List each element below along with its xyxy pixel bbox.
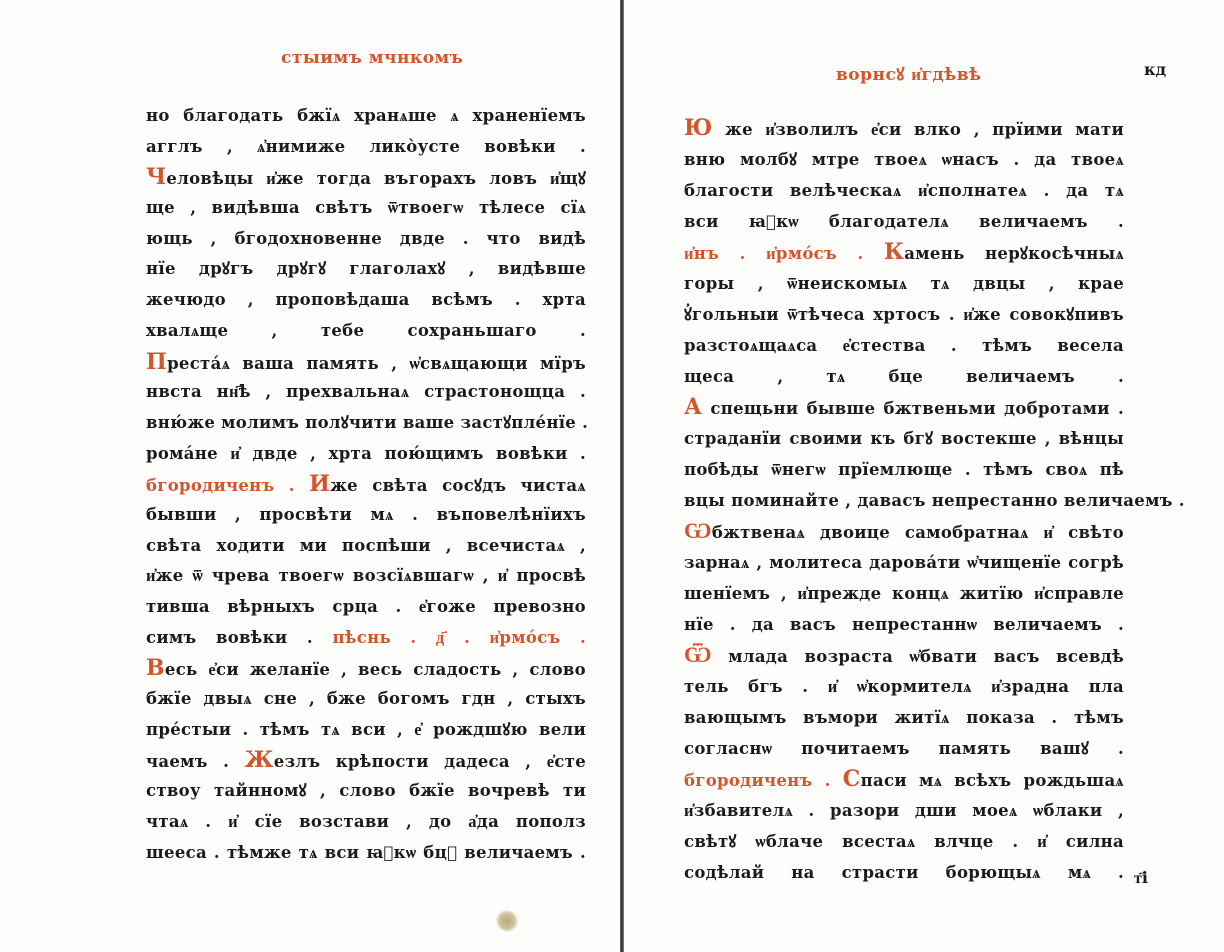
text-segment: ющь , бгодохновенне двде . что видѣ — [146, 228, 586, 248]
drop-initial: Ѡ — [684, 518, 712, 544]
page-stain — [496, 910, 518, 932]
text-line — [684, 826, 1124, 857]
text-segment: пре́стыи . тѣмъ тѧ вси , е҆ рождшꙋю вели — [146, 719, 586, 739]
text-segment: жечюдо , проповѣдаша всѣмъ . хрта — [146, 290, 586, 310]
text-line — [146, 377, 586, 408]
text-line — [146, 316, 586, 347]
text-segment: бжтвенаѧ двоице самобратнаѧ и҆ свѣто — [711, 523, 1124, 542]
text-line — [146, 653, 586, 684]
text-segment: и҆же ѿ чрева твоегѡ возсїѧвшагѡ , и҆ просвѣ — [146, 566, 586, 586]
text-line — [684, 237, 1124, 268]
text-segment: щеса , тѧ бце величаемъ . — [684, 367, 1124, 386]
text-segment: свѣтꙋ ѡблаче всестаѧ влчце . и҆ силна — [684, 832, 1124, 851]
text-segment: вси ꙗ҆кѡ благодателѧ величаемъ . — [684, 212, 1124, 231]
text-segment: ствоу тайнномꙋ , слово бжїе вочревѣ ти — [146, 781, 586, 801]
text-line — [684, 454, 1124, 485]
text-segment: тель бгъ . и҆ ѡ҆кормителѧ и҆зрадна пла — [684, 677, 1124, 696]
text-segment: свѣта ходити ми поспѣши , всечистаѧ , — [146, 535, 586, 555]
text-line — [684, 392, 1124, 423]
text-segment: ꙋ҆гольныи ѿтѣчеса хртосъ . и҆же совокꙋпивъ — [684, 305, 1124, 324]
text-line — [684, 764, 1124, 795]
text-line — [684, 733, 1124, 764]
text-segment: страданїи своими къ бгꙋ востекше , вѣнцы — [684, 429, 1124, 448]
drop-initial: Ю — [684, 115, 713, 141]
text-line — [684, 609, 1124, 640]
drop-initial: П — [146, 348, 168, 375]
text-line — [684, 671, 1124, 702]
text-segment: же и҆зволилъ е҆си влко , прїими мати — [712, 120, 1124, 139]
text-line — [684, 702, 1124, 733]
text-segment: ще , видѣвша свѣтъ ѿтвоегѡ тѣлесе сїѧ — [146, 198, 586, 218]
text-segment: хвалѧще , тебе сохраньшаго . — [146, 320, 586, 340]
text-segment: нвста нн҃ѣ , прехвальнаѧ страстонощца . — [146, 382, 586, 402]
rubric-text: бгородиченъ . — [684, 771, 843, 790]
right-page-header: ворнсꙋ и҆гдѣвѣ — [836, 65, 982, 85]
text-segment: согласнѡ почитаемъ память вашꙋ . — [684, 739, 1124, 758]
text-segment: нїе дрꙋгъ дрꙋгꙋ глаголахꙋ , видѣвше — [146, 259, 586, 279]
drop-initial: С — [842, 766, 861, 792]
text-line — [146, 500, 586, 531]
text-segment: тивша вѣрныхъ срца . е҆гоже превозно — [146, 597, 586, 616]
text-line — [684, 113, 1124, 144]
text-segment: есь е҆си желанїе , весь сладость , слово — [164, 660, 586, 680]
text-line — [684, 268, 1124, 299]
text-line — [146, 623, 586, 654]
drop-initial: А — [684, 394, 703, 420]
text-line — [146, 162, 586, 193]
rubric-text: бгородиченъ . — [146, 476, 310, 496]
text-segment: шееса . тѣмже тѧ вси ꙗ҆кѡ бцꙋ величаемъ . — [146, 842, 586, 862]
text-segment: еловѣцы и҆же тогда въгорахъ ловъ и҆щꙋ — [166, 169, 586, 189]
text-line — [146, 469, 586, 500]
text-line — [684, 795, 1124, 826]
text-segment: но благодать бжїѧ хранѧше ѧ храненїемъ — [146, 106, 586, 125]
text-segment: ромáне и҆ двде , хрта пою́щимъ вовѣки . — [146, 443, 586, 463]
text-line — [146, 254, 586, 285]
text-segment: бжїе двыѧ сне , бже богомъ гдн , стыхъ — [146, 689, 586, 709]
text-line — [684, 330, 1124, 361]
right-page — [624, 0, 1224, 952]
rubric-text: пѣснь . д҃ . и҆рмо́съ . — [332, 627, 586, 647]
text-segment: спещьни бывше бжтвеньми добротами . — [702, 399, 1124, 418]
text-line — [684, 516, 1124, 547]
text-line — [146, 347, 586, 378]
text-line — [684, 175, 1124, 206]
text-line — [684, 485, 1185, 516]
text-line — [146, 838, 586, 869]
text-line — [684, 423, 1124, 454]
text-segment: побѣды ѿнегѡ прїемлюще . тѣмъ своѧ пѣ — [684, 460, 1124, 479]
drop-initial: Ж — [244, 747, 274, 774]
text-line — [684, 299, 1124, 330]
text-segment: млада возраста ѡ҆бвати васъ всевдѣ — [711, 647, 1124, 666]
text-line — [146, 592, 586, 623]
text-segment: амень нерꙋкосѣчныѧ — [904, 244, 1124, 263]
text-line — [684, 640, 1124, 671]
text-line — [146, 101, 586, 132]
text-line — [146, 715, 586, 746]
text-segment: благости велѣчеcкаѧ и҆сполнатеѧ . да тѧ — [684, 181, 1124, 200]
text-line — [684, 857, 1124, 888]
text-segment: же свѣта сосꙋдъ чистаѧ — [330, 476, 586, 496]
text-line — [684, 144, 1124, 175]
text-segment: вающымъ въмори житїѧ показа . тѣмъ — [684, 708, 1124, 727]
text-line — [684, 547, 1124, 578]
text-line — [146, 531, 586, 562]
text-line — [146, 745, 586, 776]
text-line — [684, 206, 1124, 237]
signature-mark: т҃і — [1134, 868, 1148, 887]
text-segment: реста́ѧ ваша память , ѡ҆свѧщающи мїръ — [167, 353, 586, 373]
text-line — [146, 684, 586, 715]
text-segment: нїе . да васъ непрестаннѡ величаемъ . — [684, 615, 1124, 634]
text-line — [146, 807, 586, 838]
text-line — [146, 224, 586, 255]
rubric-text: и҆нъ . и҆рмо́съ . — [684, 244, 884, 263]
text-segment: чаемъ . — [146, 752, 245, 772]
text-line — [146, 776, 586, 807]
text-segment: симъ вовѣки . — [146, 627, 333, 647]
text-line — [146, 439, 586, 470]
text-line — [684, 578, 1124, 609]
text-segment: зарнаѧ , молитеса дарова́ти ѡ҆чищенїе согрѣ — [684, 553, 1124, 572]
text-line — [146, 561, 586, 592]
left-page-text — [146, 101, 589, 868]
text-segment: разстоѧщаѧса е҆стества . тѣмъ весела — [684, 336, 1124, 355]
text-segment: и҆збавителѧ . разори дши моеѧ ѡблаки , — [684, 801, 1124, 820]
text-line — [146, 193, 586, 224]
text-segment: чтаѧ . и҆ сїе возстави , до а҆да пополз — [146, 811, 586, 831]
text-line — [684, 361, 1124, 392]
drop-initial: В — [146, 655, 165, 682]
text-line — [146, 285, 586, 316]
text-segment: вцы поминайте , давасъ непрестанно величаемъ . — [684, 491, 1185, 510]
drop-initial: И — [309, 471, 331, 498]
text-segment: вню́же молимъ полꙋчити ваше застꙋпле́нїе . — [146, 412, 589, 432]
left-page-header: стыимъ мчнкомъ — [281, 48, 464, 68]
drop-initial: К — [883, 239, 905, 265]
text-line — [146, 408, 589, 439]
text-segment: шенїемъ , и҆прежде концѧ житїю и҆справле — [684, 584, 1124, 603]
text-segment: бывши , просвѣти мѧ . въповелѣнїихъ — [146, 504, 586, 524]
text-segment: езлъ крѣпости дадеса , е҆сте — [273, 752, 586, 772]
text-line — [146, 132, 586, 163]
text-segment: вню молбꙋ мтре твоеѧ ѡнасъ . да твоеѧ — [684, 150, 1124, 169]
text-segment: горы , ѿнеискомыѧ тѧ двцы , крае — [684, 274, 1124, 293]
text-segment: агглъ , ѧ҆нимиже лико̀усте вовѣки . — [146, 136, 586, 156]
drop-initial: Ѿ — [684, 642, 712, 668]
text-segment: содѣлай на страсти борющыѧ мѧ . — [684, 863, 1124, 882]
folio-number-top: кд — [1144, 60, 1167, 79]
text-segment: паси мѧ всѣхъ рождьшаѧ — [860, 771, 1124, 790]
drop-initial: Ч — [146, 164, 167, 191]
